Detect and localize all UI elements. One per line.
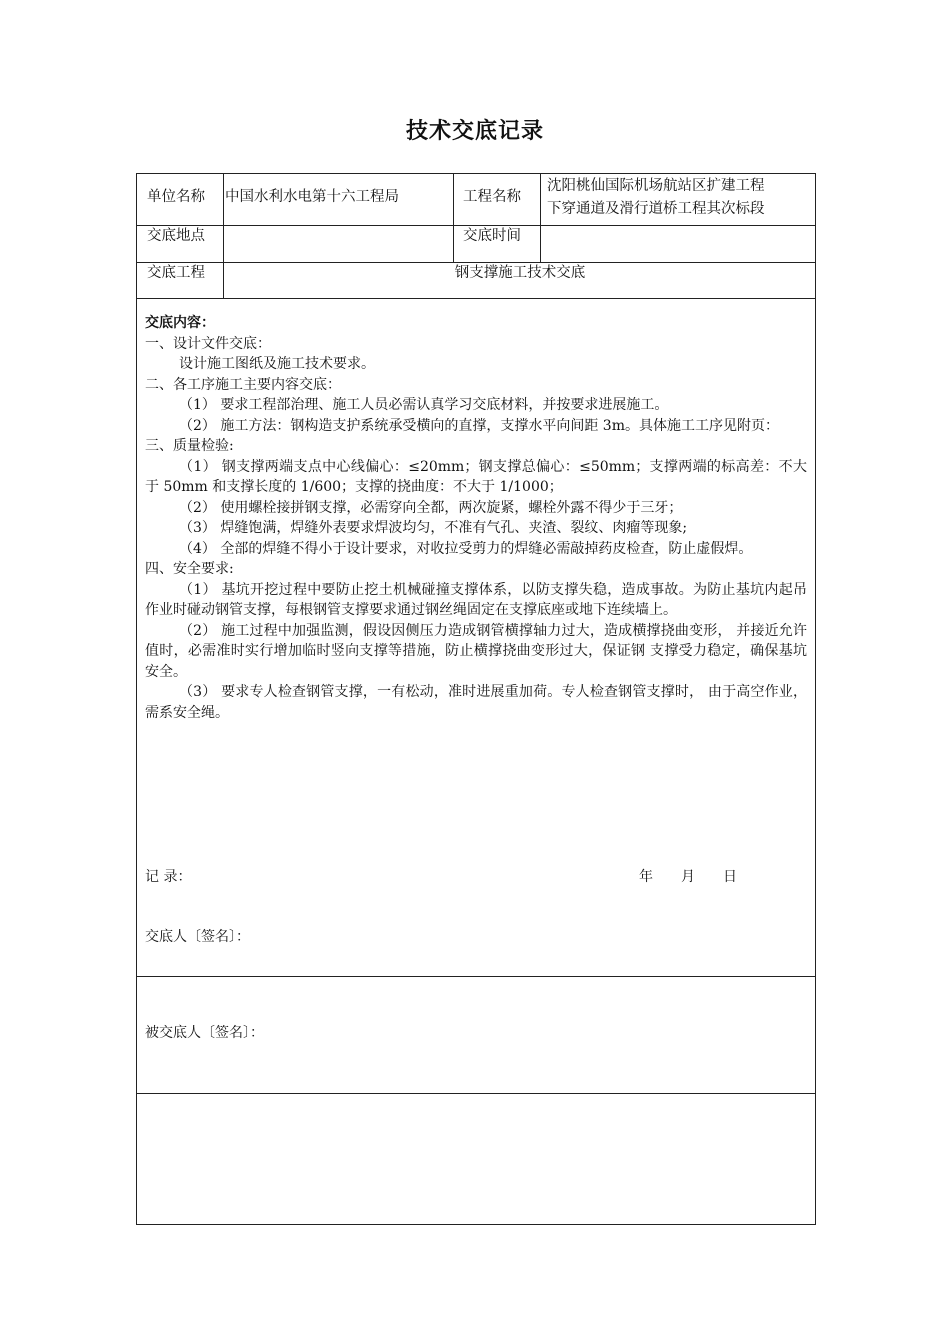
section-2-item-2: （2） 施工方法：钢构造支护系统承受横向的直撑，支撑水平向间距 3m。具体施工工序见附页： xyxy=(179,417,779,434)
section-3-title: 三、质量检验: xyxy=(145,438,234,454)
date-month-label: 月 xyxy=(681,869,695,885)
section-3-item-4: （4） 全部的焊缝不得小于设计要求，对收拉受剪力的焊缝必需敲掉药皮检查，防止虚假焊。 xyxy=(179,540,753,557)
section-3-item-3: （3） 焊缝饱满，焊缝外表要求焊波均匀，不准有气孔、夹渣、裂纹、肉瘤等现象; xyxy=(179,520,688,536)
section-4-item-2: （2） 施工过程中加强监测，假设因侧压力造成钢管横撑轴力过大，造成横撑挠曲变形， 并接近允许值时，必需准时实行增加临时竖向支撑等措施，防止横撑挠曲变形过大，保证钢 支撑受力稳定，确保基坑安全。 xyxy=(145,622,807,680)
section-1-title: 一、设计文件交底： xyxy=(145,335,271,352)
section-4-title: 四、安全要求: xyxy=(145,561,234,577)
section-4-item-3: （3） 要求专人检查钢管支撑，一有松动，准时进展重加荷。专人检查钢管支撑时， 由于高空作业，需系安全绳。 xyxy=(145,684,807,721)
column-divider xyxy=(453,174,454,262)
record-table xyxy=(136,173,816,1225)
project-name-value-line1: 沈阳桃仙国际机场航站区扩建工程 xyxy=(547,178,765,194)
project-name-value-line2: 下穿通道及滑行道桥工程其次标段 xyxy=(547,201,765,217)
row-divider xyxy=(137,976,815,977)
unit-name-label: 单位名称 xyxy=(147,189,205,205)
section-1-line: 设计施工图纸及施工技术要求。 xyxy=(179,356,375,372)
document-title: 技术交底记录 xyxy=(405,119,544,144)
column-divider xyxy=(540,174,541,262)
section-2-title: 二、各工序施工主要内容交底： xyxy=(145,376,341,393)
presenter-signature-label: 交底人〔签名〕： xyxy=(145,929,250,945)
section-2-item-1: （1） 要求工程部治理、施工人员必需认真学习交底材料，并按要求进展施工。 xyxy=(179,397,669,413)
receiver-signature-label: 被交底人〔签名〕： xyxy=(145,1025,264,1041)
disclosure-content xyxy=(145,313,807,723)
record-label: 记 录： xyxy=(145,869,192,885)
section-3-item-1: （1） 钢支撑两端支点中心线偏心：≤20mm；钢支撑总偏心：≤50mm；支撑两端的标高差：不大于 50mm 和支撑长度的 1/600；支撑的挠曲度：不大于 1/1000； xyxy=(145,458,807,495)
item-value: 钢支撑施工技术交底 xyxy=(454,265,586,281)
item-label: 交底工程 xyxy=(147,265,205,281)
row-divider xyxy=(137,1093,815,1094)
section-3-item-2: （2） 使用螺栓接拼钢支撑，必需穿向全都，两次旋紧，螺栓外露不得少于三牙； xyxy=(179,499,683,516)
project-name-label: 工程名称 xyxy=(463,189,521,205)
place-label: 交底地点 xyxy=(147,228,205,244)
content-heading: 交底内容： xyxy=(145,315,215,331)
time-label: 交底时间 xyxy=(463,228,521,244)
date-day-label: 日 xyxy=(723,869,737,885)
row-divider xyxy=(137,298,815,299)
unit-name-value: 中国水利水电第十六工程局 xyxy=(225,189,399,205)
date-year-label: 年 xyxy=(639,869,653,885)
section-4-item-1: （1） 基坑开挖过程中要防止挖土机械碰撞支撑体系，以防支撑失稳，造成事故。为防止基坑内起吊作业时碰动钢管支撑，每根钢管支撑要求通过钢丝绳固定在支撑底座或地下连续墙上。 xyxy=(145,581,807,618)
